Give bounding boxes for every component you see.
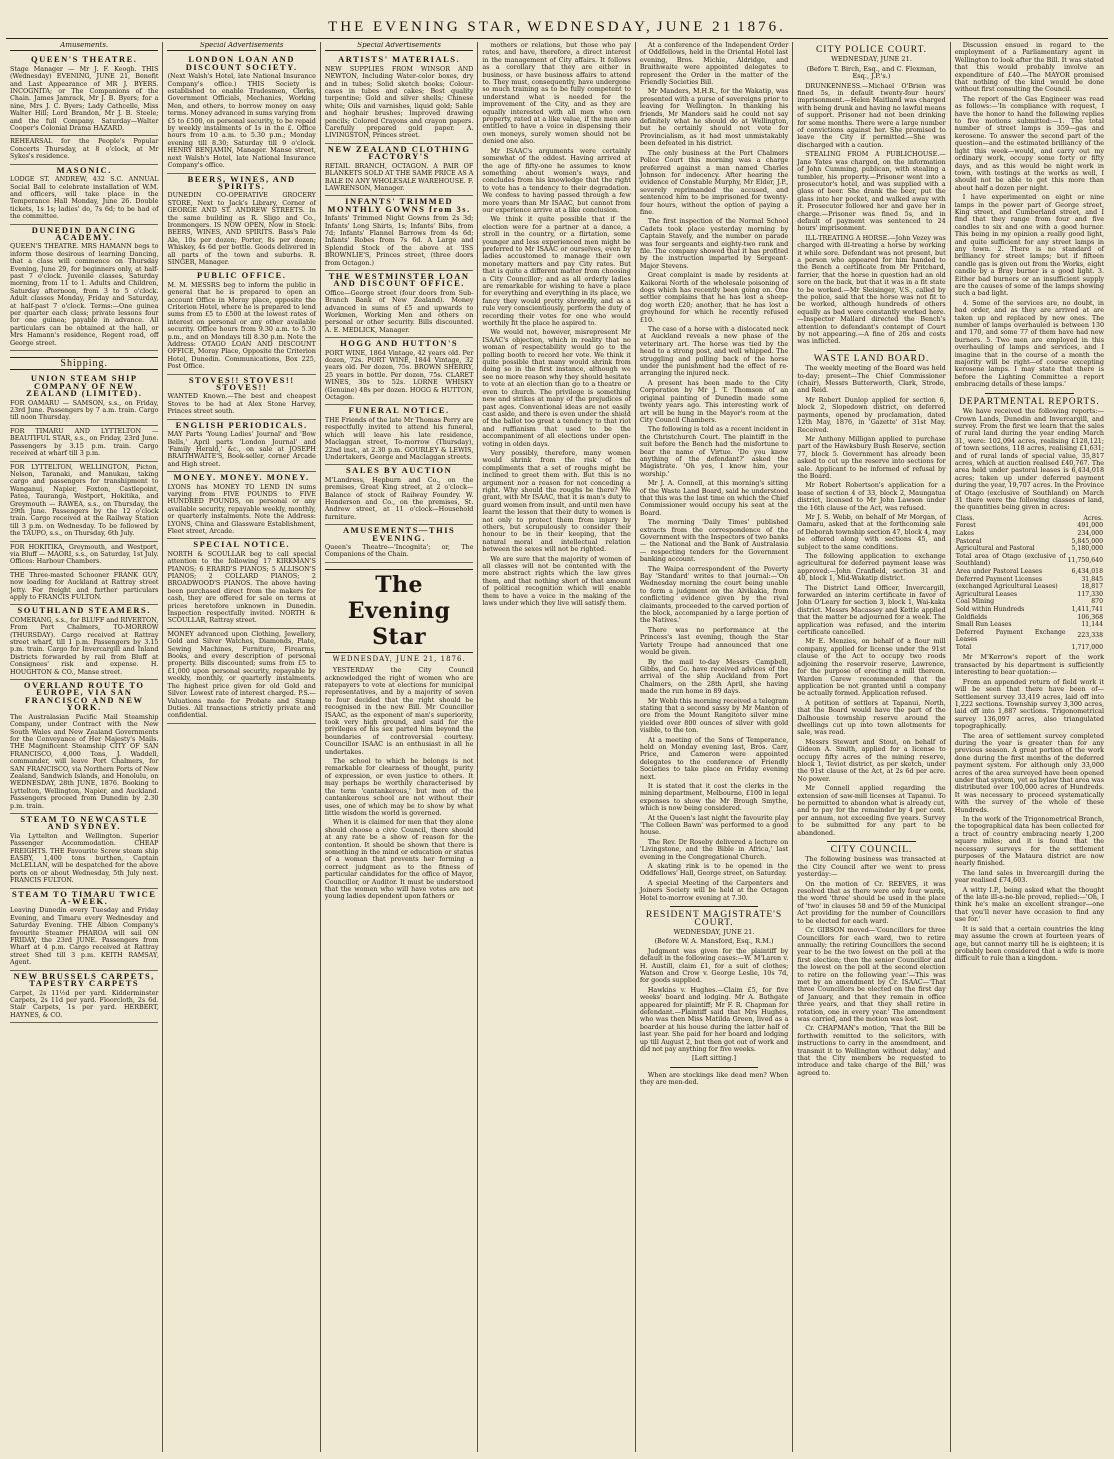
land-table-row — [955, 644, 1104, 652]
land-class: Lakes — [955, 529, 975, 537]
ad-title: THE WESTMINSTER LOAN AND DISCOUNT OFFICE. — [328, 270, 470, 289]
land-class: (exchanged Agricultural Leases) — [955, 583, 1058, 591]
ad-title: NEW BRUSSELS CARPETS, TAPESTRY CARPETS — [13, 970, 155, 989]
ad-body: FOR TIMARU AND LYTTELTON — BEAUTIFUL STAR, s.s., on Friday, 23rd June. Passengers by 3.15 p.m. train. Cargo received at wharf till 3 p.m. — [10, 426, 159, 458]
ad-title: HOGG AND HUTTON'S — [340, 338, 459, 349]
news-item: Great complaint is made by residents at Kaikorai North of the wholesale poisoning of dogs which has recently been going on. One settler complains that he has lost a sheep-dog worth £20; another, that he has lost a greyhound for which he recently refused £10. — [639, 271, 789, 324]
leader-paragraph: YESTERDAY the City Council acknowledged the right of women who are ratepayers to vote at elections for municipal representatives, and by a majority of seven to four decided that the right should be recognised in the new Bill. Mr Councillor ISAAC, as the exponent of man's superiority, took very high ground, and said for the privileges of his sex parted him beyond the boundaries of controversial courtesy. Councillor ISAAC is an enthusiast in all he undertakes. — [324, 666, 474, 756]
leader-paragraph: Very possibly, therefore, many women would shrink from the risk of the compliments that a set of roughs might be inclined to greet them with. But this is no argument nor a reason for not conceding a right. Why should the roughs be there? We grant, with Mr ISAAC, that it is man's duty to guard women from insult, and until men have learnt the lesson that their duty to women is not only to protect them from injury by others, but scrupulously to consider their honour to be in their keeping, that the natural moral and intellectual relation between the sexes will not be righted. — [482, 448, 631, 554]
ad-body: Via Lyttelton and Wellington. Superior Passenger Accommodation. CHEAP FREIGHTS. THE Favourite Screw steam ship EASBY, 1,400 tons burthen, Captain McLELLAN, will be despatched for the above ports on or about Wednesday, 5th July next. FRANCIS FULTON. — [10, 831, 159, 885]
resident-date: WEDNESDAY, JUNE 21. — [673, 927, 755, 936]
waste-paragraphs — [797, 365, 945, 837]
leader-paragraph: The school to which he belongs is not remarkable for clearness of thought, purity of expression, or even justice to others. It may perhaps be worthily characterised by the term 'cantankerous,' but men of the cantankerous school are not without their uses, one of which may be to show by what little wisdom the world is governed. — [324, 757, 474, 817]
column-5 — [636, 42, 793, 1452]
land-class: Area under Pastoral Leases — [955, 567, 1043, 575]
advertisement — [10, 462, 158, 542]
masthead-title: THE EVENING STAR, — [328, 19, 524, 35]
report-paragraph: In the work of the Trigonometrical Branch, the topographical data has been collected for a tract of country embracing nearly 1,200 square miles; and it is found that the necessary surveys for the settlement purposes of the Mataura district are now nearly finished. — [954, 815, 1105, 868]
board-paragraph: Mr J. S. Webb, on behalf of Mr Morgan, of Oamaru, asked that at the forthcoming sale of Deborah township section 47, block 4, may be offered along with sections 45, and subject to the same conditions. — [797, 512, 946, 551]
advertisement — [325, 338, 473, 405]
advertisement — [10, 136, 158, 164]
advertisement — [325, 405, 473, 465]
land-class: Pastoral — [955, 537, 982, 545]
police-paragraphs — [797, 83, 945, 346]
ad-body: THE Three-masted Schooner FRANK GUY, now loading for Auckland at Rattray street Jetty. For freight and further particulars apply to FRANCIS FULTON. — [10, 570, 159, 601]
departmental-intro: We have received the following reports:—Crown Lands, Dunedin and Invercargill, and survey. From the first we learn that the sales of rural land during the year ending March 31, were: 102,094 acres, realising £128,121; of town sections, 118 acres, realising £1,631; and of rural lands of special value, 35,817 acres, which at auction realised £40,767. The area held under pastoral leases is 6,434,018 acres; taken up under deferred payment during the year, 19,707 acres. In the Province of Otago (exclusive of Southland) on March 31 there were the following classes of land, the quantities being given in acres: — [954, 407, 1105, 512]
masthead-date: JUNE 21 — [656, 19, 734, 35]
ad-title: STEAM TO TIMARU TWICE A-WEEK. — [11, 888, 157, 907]
section-head-special-ads-2: Special Advertisements — [325, 42, 473, 51]
news-item: At a meeting of the Sons of Temperance, held on Monday evening last, Bros. Carr, Price, and Cameron were appointed delegates to the conference of Friendly Societies to take place on Friday evening next. — [639, 735, 789, 781]
land-acres: 117,330 — [1077, 590, 1104, 598]
advertisement — [10, 814, 158, 889]
advertisement — [167, 539, 315, 628]
police-before: (Before T. Birch, Esq., and C. Flexman, Esq., J.P.'s.) — [806, 64, 937, 81]
leader-continued — [482, 42, 630, 607]
land-class: Forest — [955, 522, 976, 530]
masthead-year: 1876. — [737, 19, 786, 35]
land-acres: 5,180,000 — [1071, 545, 1104, 553]
report-paragraph: It is said that a certain countries the king may assume the crown at fourteen years of age, but cannot marry till he is eighteen; it is probably been considered that a wife is more difficult to rule than a kingdom. — [954, 924, 1105, 963]
waste-title: WASTE LAND BOARD. — [813, 353, 930, 364]
shipping-ads — [10, 373, 158, 1023]
report-paragraph: The area of settlement survey completed during the year is greater than for any previous season. A great portion of the work done during the first months of the deferred payment system. For although only 33,000 acres of the area surveyed have been opened under that system, yet as bylaw that area was distributed over 100,000 acres of Hundreds. It was necessary to proceed systematically with the survey of the whole of these Hundreds. — [954, 731, 1105, 814]
land-table-row — [955, 629, 1104, 644]
board-paragraph: Mr Connell applied regarding the extension of saw-mill licenses at Tapanui. To be permitted to abandon what is already cut, and to pay for the remainder by 4 per cent. per annum, not exceeding five years. Survey to be submitted for any part to be abandoned. — [797, 784, 946, 837]
news-item: The case of a horse with a dislocated neck at Auckland reveals a new phase of the veterinary art. The horse was tied by the head to a strong post, and well whipped. The struggling and pulling back of the horse under the punishment had the effect of re-arranging the injured neck. — [639, 325, 789, 378]
ad-title: INFANTS' TRIMMED MONTHLY GOWNS from 3s. — [327, 196, 471, 214]
news-item: Mr Manders, M.H.R., for the Wakatip, was presented with a purse of sovereigns prior to leaving for Wellington. In thanking his friends, Mr Manders said he could not say definitely what he should do at Wellington, but he certainly should not vote for Provincialism, as it had most unmistakably been defeated in his district. — [639, 87, 789, 148]
closing-joke: When are stockings like dead men? When they are men-ded. — [639, 1070, 789, 1087]
news-item: The Rev. Dr Roseby delivered a lecture on 'Livingstone, and the Bible in Africa,' last evening in the Congregational Church. — [639, 837, 789, 861]
news-item: Mr J. A. Connell, at this morning's sitting of the Waste Land Board, said he understood that this was the last time on which the Chief Commissioner would occupy his seat at the Board. — [639, 479, 789, 517]
land-class: Deferred Payment Exchange Leases — [955, 628, 1066, 644]
court-paragraph: Hawkins v. Hughes.—Claim £5, for five weeks' board and lodging. Mr A. Bathgate appeared for plaintiff; Mr F. R. Chapman for defendant.—Plaintiff said that Mrs Hughes, who was then Miss Matilda Green, lived as a boarder at his house during the latter half of last year. She paid for her board and lodging up till August 2, but then got out of work and did not pay anything for five weeks. — [639, 985, 789, 1053]
city-police-court — [797, 47, 945, 346]
news-item: It is stated that it cost the clerks in the mining department, Melbourne, £100 in legal expenses to show the Mr Brough Smythe, which is now being considered. — [639, 782, 789, 813]
advertisement — [10, 680, 158, 814]
ad-title: STOVES!! STOVES!! STOVES!! — [188, 374, 295, 393]
council-paragraph: Cr. CHAPMAN's motion, 'That the Bill be forthwith remitted to the solicitors, with instructions to carry in the amendment, and transmit it to Wellington without delay,' and that the City members be requested to introduce and take charge of the Bill,' was agreed to. — [797, 1024, 946, 1077]
leader-paragraph: We are sure that the majority of women of all classes will not be contented with the mere abstract rights which the law gives them, and that nothing short of that amount of political recognition which will enable them to have a voice in the making of the laws under which they live will satisfy them. — [482, 554, 631, 608]
news-item: By the mail to-day Messrs Campbell, Gibbs, and Co. have received advices of the arrival of the ship Auckland from Port Chalmers, on the 28th April, she having made the run home in 89 days. — [639, 657, 789, 696]
ad-title: NEW ZEALAND CLOTHING FACTORY'S — [327, 143, 471, 162]
land-class: Coal Mining — [955, 598, 995, 606]
advertisement — [325, 525, 473, 563]
land-table-row — [955, 545, 1104, 553]
land-table-header — [955, 515, 1104, 523]
advertisement — [325, 196, 473, 271]
ad-body: Queen's Theatre—'Incognita'; or, The Companions of the Chain. — [324, 542, 474, 559]
divider — [827, 350, 915, 351]
ad-body: FOR OAMARU — SAMSON, s.s., on Friday, 23rd June. Passengers by 7 a.m. train. Cargo till noon Thursday. — [10, 398, 159, 422]
ad-body: DUNEDIN CO-OPERATIVE GROCERY STORE, Next to Jack's Library, Corner of GEORGE AND ST. ANDREW STREETS. In the same building as R. Sligo and Co., Ironmongers. IS NOW OPEN, Now in Stock: BEERS, WINES, AND SPIRITS. Bass's Pale Ale, 10s per dozen; Porter, 8s per dozen; Whiskey, 4s 6d per bottle. Goods delivered in all parts of the town and suburbs. R. SINGER, Manager. — [167, 191, 316, 266]
leader-article — [325, 667, 473, 901]
ad-title: SOUTHLAND STEAMERS. — [17, 605, 151, 616]
advertisement — [10, 971, 158, 1023]
leader-paragraph: When it is claimed for men that they alone should choose a civic Council, there should at any rate be a show of reason for the contention. It should be shown that there is something in the mind or education or status of a woman that prevents her forming a correct judgment as to the fitness of particular candidates for the office of Mayor, Councillor, or Auditor. It must be understood that the women who will have votes are not young ladies dependent upon fathers or — [324, 818, 474, 901]
news-item: A special Meeting of the Carpenters and Joiners Society will be held at the Octagon Hotel to-morrow evening at 7.30. — [639, 878, 789, 902]
land-class: Agricultural and Pastoral — [955, 545, 1035, 553]
advertisement — [167, 472, 315, 539]
section-head-amusements: Amusements. — [10, 42, 158, 51]
column-6 — [793, 42, 950, 1452]
board-paragraph: A petition of settlers at Tapanui, North, that the Board would have the part of the Dalhousie township reserve around the dwellings cut up into town allotments for sale, was read. — [797, 698, 946, 737]
news-item: The following is told as a recent incident in the Christchurch Court. The plaintiff in the suit before the Bench had the misfortune to bear the name of Virtue. 'Do you know anything of the defendant?' asked the Magistrate. 'Oh yes, I know him, your worship.' — [639, 425, 789, 478]
column-7 — [951, 42, 1108, 1452]
land-class: Sold within Hundreds — [955, 605, 1025, 613]
report-paragraph: A witty I.P., being asked what the thought of the late ill-a-ne-ble proved, replied:—'Oh, I think he's make an excellent stranger—one that you'll never have occasion to find any use for.' — [954, 885, 1105, 924]
council-paragraph: Discussion ensued in regard to the employment of a Parliamentary agent in Wellington to look after the Bill. It was stated that this would probably involve an expenditure of £40.—The MAYOR promised that nothing of the kind would be done without first consulting the Council. — [954, 42, 1105, 94]
ad-title: MONEY. MONEY. MONEY. — [173, 472, 310, 483]
land-acres: 223,338 — [1077, 632, 1104, 640]
section-head-shipping: Shipping. — [10, 357, 158, 370]
land-table-row — [955, 591, 1104, 599]
board-paragraph: Mr E. Menzies, on behalf of a flour mill company, applied for license under the 91st clause of the Act to occupy two roods adjoining the reservoir reserve, Lawrence, for the purpose of erecting a mill thereon. Warden Carew recommended that the application be not granted until a company be actually formed. Application refused. — [797, 637, 946, 698]
departmental-reports — [954, 396, 1105, 963]
board-paragraph: The weekly meeting of the Board was held to-day; present—The Chief Commissioner (chair), Messrs Butterworth, Clark, Strode, and Reid. — [797, 364, 946, 395]
ad-body: QUEEN'S THEATRE. MRS HAMANN begs to inform those desirous of learning Dancing, that a class will commence on Thursday Evening, June 29, for beginners only, at half-past 7 o'clock. Juvenile classes, Saturday morning, from 11 to 1. Adults and Children, Saturday afternoon, from 3 to 5 o'clock. Adult classes Monday, Friday and Saturday, at half-past 7 o'clock. Terms:—One guinea per quarter each class; private lessons four for one guinea; payable in advance. All particulars can be obtained at the hall, or Mrs Hamann's residence, Regent road, off George street. — [10, 242, 159, 347]
news-item: The morning 'Daily Times' published extracts from the correspondence of the Government with the Inspectors of two banks — the National and the Bank of Australasia — respecting tenders for the Government banking account. — [639, 518, 789, 564]
land-acres: 5,845,000 — [1071, 537, 1104, 545]
land-acres: 234,000 — [1077, 529, 1104, 537]
land-table-row — [955, 583, 1104, 591]
news-item: The first inspection of the Normal School Cadets took place yesterday morning by Captain Stavely, and the number on parade was four sergeants and eighty-two rank and file. The company showed that it has profited by the instruction imparted by Sergeant-Major Stevens. — [639, 217, 789, 270]
council-paragraphs — [797, 856, 945, 1077]
news-item: The only business at the Port Chalmers Police Court this morning was a charge preferred against a man named Charles Johnson for indecency. After hearing the evidence of Constable Murphy, Mr Elder, J.P., severely reprimanded the accused, and sentenced him to be imprisoned for twenty-four hours, without the option of paying a fine. — [639, 148, 789, 216]
police-date: WEDNESDAY, JUNE 21. — [831, 55, 912, 64]
advertisement — [10, 570, 158, 606]
leader-paragraph: We would not, however, misrepresent Mr ISAAC's objection, which in reality that no woman of respectability would go to the polling booth to record her vote. We think it quite possible that many would shrink from doing so in the first instance, although we see no more reason why they should hesitate to vote at an election than go to a theatre or even to church. The privilege is something new and strikes at many of the prejudices of past ages. Conventional ideas are not easily cast aside, and there is even under the shield of the ballot too great a tendency to that riot and ruffianism that used to be the accompaniment of all elections under open-voting in olden days. — [482, 328, 631, 448]
ad-body: Stage Manager — Mr J. F. Keogh. THIS (Wednesday) EVENING, JUNE 21, Benefit and Last Appearance of MR J. BYERS. INCOGNITA; or The Companions of the Chain. James Jamrack, Mr J. B. Byers; for a nine, Mrs J. C. Byers; Lady Cathcelle, Miss Walter Hill; Lord Brandon, Mr J. B. Steele; and the full Company. Saturday—Walter Cooper's Colonial Drama HAZARD. — [10, 64, 159, 133]
advertisement — [167, 375, 315, 420]
ad-body: FOR HOKITIKA, Greymouth, and Westport, via Bluff — MAORI, s.s., on Saturday, 1st July. Offices: Harbour Chambers. — [10, 542, 159, 566]
ad-title: PUBLIC OFFICE. — [196, 270, 287, 281]
paper-dateline: WEDNESDAY, JUNE 21, 1876. — [332, 654, 466, 663]
ad-body: WANTED Known.—The best and cheapest Stoves to be had at Alex Stone Harvey, Princes street south. — [167, 392, 316, 416]
land-table-row — [955, 553, 1104, 568]
advertisement — [10, 165, 158, 225]
land-acres: 18,817 — [1081, 583, 1104, 591]
ad-title: STEAM TO NEWCASTLE AND SYDNEY. — [20, 813, 149, 832]
column-3 — [321, 42, 478, 1452]
board-paragraph: Mr Robert Dunlop applied for section 6, block 2, Slopedown district, on deferred payments, opened by proclamation, dated 12th May, 1876, in 'Gazette' of 31st May. Received. — [797, 395, 946, 434]
court-paragraph: STEALING FROM A PUBLICHOUSE.—Jane Yates was charged, on the information of John Cumming, publican, with stealing a tumbler, his property.—Prisoner went into a prosecutor's hotel, and was supplied with a glass of beer. She drank the beer, put the glass into her pocket, and walked away with it. Prosecutor followed her and gave her in charge.—Prisoner was fined 5s, and in default of payment was sentenced to 24 hours' imprisonment. — [797, 150, 946, 233]
header-acres: Acres. — [1083, 514, 1104, 522]
land-table-row — [955, 522, 1104, 530]
ad-title: DUNEDIN DANCING ACADEMY. — [31, 224, 137, 242]
news-item: At a conference of the Independent Order of Oddfellows, held in the Oriental Hotel last evening, Bros. Michie, Aldridge, and Braithwaite were appointed delegates to represent the Order in the matter of the Friendly Societies Bill. — [639, 42, 789, 87]
land-acres: 491,000 — [1077, 522, 1104, 530]
ad-body: REHEARSAL for the People's Popular Concerts Thursday, at 8 o'clock, at Mr Sykes's residence. — [10, 137, 159, 161]
resident-title: RESIDENT MAGISTRATE'S COURT. — [645, 910, 783, 928]
section-head-special-ads: Special Advertisements — [167, 42, 315, 51]
land-table-row — [955, 621, 1104, 629]
ad-body: M. M. MESSRS beg to inform the public in general that he is prepared to open an account Office in Moray place, opposite the Criterion Hotel, where he is prepared to lend sums from £5 to £500 at the lowest rates of interest on personal or any other available security. Office hours from 9.30 a.m. to 5.30 p.m., and on Mondays till 8.30 p.m. Note the Address: OTAGO LOAN AND DISCOUNT OFFICE, Moray Place, Opposite the Criterion Hotel, Dunedin. Communications, Box 225, Post Office. — [167, 280, 316, 371]
paper-title: The Evening Star — [325, 569, 473, 653]
land-table-row — [955, 538, 1104, 546]
ad-title: BEERS, WINES, AND SPIRITS. — [187, 173, 296, 191]
land-acres: 11,144 — [1081, 621, 1104, 629]
news-paragraphs — [640, 42, 788, 902]
council-paragraph: Cr. GIBSON moved—'Councillors for three Councillors for each ward, two to retire annually; the retiring Councillors the second year to be the two lowest on the poll at the first election; then the senior Councillor and the lowest on the poll at the second election to retire on the following year.'—This was met by an amendment by Cr. ISAAC—'That three Councillors be elected on the first day of January, and that they remain in office three years, and that they shall retire in rotation, one in every year.' The amendment was carried, and the motion was lost. — [797, 926, 946, 1023]
waste-land-board — [797, 353, 946, 837]
land-class: Total — [955, 643, 972, 651]
ad-title: AMUSEMENTS—THIS EVENING. — [343, 525, 456, 543]
land-table-row — [955, 530, 1104, 538]
column-4 — [478, 42, 635, 1452]
divider — [670, 906, 758, 907]
land-acres: 11,750,640 — [1067, 556, 1104, 564]
resident-footer: [Left sitting.] — [692, 1054, 737, 1063]
ad-body: NEW SUPPLIES FROM WINSOR AND NEWTON, Including Water-color boxes, dry and in tubes; Solid sketch books; Colour-cases in tubes and cakes; Best quality turpentine; Gold and silver shells; Chinese white; Oils and varnishes, liquid gold; Sable and hoghair brushes; Improved drawing pencils; Colored Crayons and crayon papers. Carefully prepared gold paper. A. LIVINGSTON, Princes street. — [324, 64, 474, 140]
land-table — [955, 515, 1104, 652]
board-paragraph: The following application to exchange agricultural for deferred payment lease was approved:—John Cranfield, section 31 and 40, block 1, Mid-Wakatip district. — [797, 552, 946, 583]
board-paragraph: Messrs Stewart and Stout, on behalf of Gideon A. Smith, applied for a license to occupy fifty acres of the mining reserve, block 1, Teviot district, as per sketch, under the 91st clause of the Act, at 2s 6d per acre. No power. — [797, 737, 946, 783]
column-2 — [163, 42, 320, 1452]
council-paragraph: 4. Some of the services are, no doubt, in bad order, and as they are arrived at are taken up and replaced by new ones. The number of lamps overhauled is between 130 and 170, and some 77 of them have had new burners. 5. Two men are employed in this overhauling of lamps and services, and I imagine that in the course of a month the majority will be right—of course excepting kerosene lamps. I may state that there is before the Lighting Committee a report embracing details of these lamps.' — [954, 298, 1105, 389]
land-class: Total area of Otago (exclusive of Southland) — [955, 552, 1066, 568]
masthead-weekday: WEDNESDAY, — [527, 19, 653, 35]
court-paragraph: DRUNKENNESS.—Michael O'Brien was fined 5s, in default twenty-four hours' imprisonment.—Helen Maitland was charged with being drunk and having no lawful means of support. Prisoner had not been drinking for some months. There were a large number of convictions against her. She promised to leave the City if permitted.—She was discharged with a caution. — [797, 81, 946, 149]
land-acres: 31,845 — [1081, 575, 1104, 583]
ad-body: MAY Parts 'Young Ladies' Journal' and 'Bow Bells,' April parts 'London Journal' and 'Family Herald,' &c., on sale at JOSEPH BRAITHWAITE'S, Book-seller, corner Arcade and High street. — [167, 430, 316, 468]
land-acres: 6,434,018 — [1071, 567, 1104, 575]
land-acres: 1,411,741 — [1071, 605, 1104, 613]
land-acres: 106,368 — [1077, 613, 1104, 621]
city-council — [797, 847, 945, 1077]
ad-body: Office—George street (four doors from Sub-Branch Bank of New Zealand). Money advanced in sums of £5 and upwards to Workmen, Working Men and others on personal or other security. Bills discounted. A. E. MEDLICK, Manager. — [324, 288, 474, 334]
advertisement — [325, 144, 473, 196]
ad-title: OVERLAND ROUTE TO EUROPE, VIA SAN FRANCISCO AND NEW YORK. — [23, 680, 145, 713]
ad-body: PORT WINE, 1864 Vintage, 42 years old. Per dozen, 72s. PORT WINE, 1844 Vintage, 32 years old. Per dozen, 75s. BROWN SHERRY, 25 years in bottle. Per dozen, 75s. CLARET WINES, 30s to 52s. LORNE WHISKY (Genuine) 48s per dozen. HOGG & HUTTON, Octagon. — [324, 348, 474, 402]
ad-title: SALES BY AUCTION — [345, 465, 453, 476]
land-acres: 1,717,000 — [1071, 643, 1104, 651]
ad-body: THE Friends of the late Mr Thomas Perry are respectfully invited to attend his funeral, which will leave his late residence, Maclaggan street, To-morrow (Thursday), 22nd inst., at 2.30 p.m. GOURLEY & LEWIS, Undertakers, George and Maclaggan streets. — [324, 415, 474, 461]
ad-body: M'Landress, Hepburn and Co., on the premises, Great King street, at 2 o'clock—Balance of stock of Railway Foundry. W. Henderson and Co., on the premises, St. Andrew street, at 11 o'clock—Household furniture. — [324, 475, 474, 521]
ad-title: MASONIC. — [56, 164, 112, 175]
land-table-row — [955, 614, 1104, 622]
council-paragraph: The following business was transacted at the City Council after we went to press yesterday:— — [797, 855, 946, 879]
report-paragraph: From an appended return of field work it will be seen that there have been of—Settlement survey 33,419 acres, laid off into 1,222 sections. Township survey 3,300 acres, laid off into 1,887 sections. Trigonometrical survey 136,097 acres, also triangulated topographically. — [954, 677, 1105, 731]
advertisement — [10, 225, 158, 352]
advertisement — [10, 426, 158, 462]
masthead — [6, 6, 1108, 39]
resident-paragraphs — [640, 948, 788, 1054]
ad-body: The Australasian Pacific Mail Steamship Company, under Contract with the New South Wales and New Zealand Governments for the Conveyance of Her Majesty's Mails. THE Magnificent Steamship CITY OF SAN FRANCISCO, 4,000 Tons, J. Waddell, commander, will leave Port Chalmers, for SAN FRANCISCO, via Northern Ports of New Zealand, Sandwich Islands, and Honolulu, on WEDNESDAY, 28th JUNE, 1876. Booking to Lyttelton, Wellington, Napier, and Auckland. Passengers proceed from Dunedin by 2.30 p.m. train. — [10, 712, 159, 810]
ad-title: ENGLISH PERIODICALS. — [175, 419, 308, 430]
header-class: Class. — [955, 514, 975, 522]
advertisement — [167, 420, 315, 472]
ad-body: NORTH & SCOULLAR beg to call special attention to the following 17 KIRKMAN'S PIANOS; 6 ERARD'S PIANOS; 5 ALLISON'S PIANOS; 2 COLLARD PIANOS; 2 BROADWOOD'S PIANOS. The above having been purchased direct from the makers for cash, they are offered for sale on terms at prices heretofore unknown in Dunedin. Inspection respectfully invited. NORTH & SCOULLAR, Rattray street. — [167, 549, 316, 625]
resident-magistrate-court — [640, 912, 788, 1087]
news-item: At the Queen's last night the favourite play 'The Colleen Bawn' was performed to a good house. — [639, 813, 789, 837]
land-class: Deferred Payment Licenses — [955, 575, 1043, 583]
news-item: The Waipa correspondent of the Poverty Bay 'Standard' writes to that journal:—'On Wednesday morning the court being unable to form a judgment on the Alvikakia, from conflicting evidence given by the rival claimants, proceeded to the carved portion of the block, accompanied by a large portion of the Natives.' — [639, 564, 789, 625]
special-ads — [167, 54, 315, 723]
board-paragraph: Mr Anthony Milligan applied to purchase part of the Hawksbury Bush Reserve, section 77, block 5. Government has already been asked to cut up the reserve into sections for sale. Applicant to be informed of refusal by the Board. — [797, 434, 946, 480]
ad-body: (Next Walsh's Hotel, late National Insurance Company's office.) THIS Society is established to enable Tradesmen, Clerks, Government Officials, Mechanics, Working Men, and others, to borrow money on easy terms. Money advanced in sums varying from £5 to £500, on personal security, to be repaid by weekly instalments of 1s in the £. Office hours from 10 a.m. to 5.30 p.m.; Monday evening till 8.30; Saturday till 9 o'clock. HENRY BENJAMIN, Manager. Manse street, next Walsh's Hotel, late National Insurance Company's office. — [167, 72, 316, 170]
board-paragraph: Mr Robert Robertson's application for a lease of section 4 of 33, block 2, Maungatua district, licensed to Mr John Lawson under the 16th clause of the Act, was refused. — [797, 481, 946, 512]
news-item: A present has been made to the City Corporation by Mr J. T. Thomson of an original painting of Dunedin made some twenty years ago. This interesting work of art will be hung in the Mayor's room at the City Council Chambers. — [639, 378, 789, 424]
departmental-title: DEPARTMENTAL REPORTS. — [958, 396, 1100, 407]
ad-title: LONDON LOAN AND DISCOUNT SOCIETY. — [185, 54, 298, 72]
council-continued — [955, 42, 1104, 389]
ad-body: MONEY advanced upon Clothing, Jewellery, Gold and Silver Watches, Diamonds, Plate, Sewing Machines, Furniture, Firearms, Books, and every description of personal property. Bills discounted; sums from £5 to £1,000 upon personal security, repayable by weekly, monthly, or quarterly instalments. The highest price given for old Gold and Silver. Lowest rate of interest charged. P.S.—Valuations made for Probate and Stamp Duties. All transactions strictly private and confidential. — [167, 629, 316, 720]
ad-body: Leaving Dunedin every Tuesday and Friday Evening, and Timaru every Wednesday and Saturday Evening. THE Albion Company's favourite Steamer PHAROA will sail ON FRIDAY, the 23rd JUNE. Passengers from Wharf at 4 p.m. Cargo received at Rattray street Shed till 3 p.m. KEITH RAMSAY, Agent. — [10, 906, 159, 967]
report-paragraph: The land sales in Invercargill during the year realised £74,603. — [954, 868, 1105, 885]
ad-body: LYONS has MONEY TO LEND IN sums varying from FIVE POUNDS to FIVE HUNDRED POUNDS, on personal or any available security, repayable weekly, monthly, or quarterly instalments. Note the Address: LYONS, China and Glassware Establishment, Fleet street, Arcade. — [167, 482, 316, 535]
court-paragraph: ILL-TREATING A HORSE.—John Vezey was charged with ill-treating a horse by working it while sore. Defendant was not present, but a person who appeared for him handed to the Bench a certificate from Mr Pritchard, farrier, that the horse in question had an old sore on the back, but that it was in a fit state to be worked.—Mr Sleisinger, V.S., called by the police, said that the horse was not fit to be worked, although hundreds of others equally as bad were constantly worked here.—Inspector Mallard directed the Bench's attention to defendant's contempt of Court by not appearing.—A fine of 20s and costs was inflicted. — [797, 233, 946, 346]
ad-body: RETAIL BRANCH, OCTAGON. A PAIR OF BLANKETS SOLD AT THE SAME PRICE AS A BALE IN ANY WHOLESALE WAREHOUSE. F. LAWRENSON, Manager. — [324, 161, 474, 192]
advertisement — [167, 629, 315, 724]
ad-title: ARTISTS' MATERIALS. — [338, 54, 461, 65]
court-paragraph: Judgment was given for the plaintiff by default in the following cases:—W. M'Laren v. H. Austill, claim £1, for a suit of clothes; Watson and Crow v. George Leslie, 10s 7d, for goods supplied. — [639, 946, 789, 985]
advertisement — [167, 54, 315, 173]
leader-paragraph: Mr ISAAC's arguments were certainly somewhat of the oddest. Having arrived at the age of fifty-one he assumes to know something about women's ways, and concludes from his knowledge that the right to vote has a tendency to their degradation. We confess to having passed through a few more years than Mr ISAAC, but cannot from our experience arrive at a like conclusion. — [482, 146, 631, 214]
advertisement — [10, 605, 158, 680]
advertisement — [10, 54, 158, 136]
council-title: CITY COUNCIL. — [830, 845, 913, 856]
divider — [670, 1067, 758, 1068]
land-class: Goldfields — [955, 613, 988, 621]
board-paragraph: The District Land Officer, Invercargill, forwarded an interim certificate in favor of John O'Leary for section 3, block 1, Wai-kaka district. Messrs Macassey and Kettle applied that the matter be adjourned for a week. The application was refused, and the interim certificate cancelled. — [797, 583, 946, 637]
council-paragraph: On the motion of Cr. REEVES, it was resolved that as there were only four wards, the word 'three' should be used in the place of 'two' in clauses 58 and 59 of the Municipal Act providing for the number of Councillors to be elected for each ward. — [797, 879, 946, 925]
ad-title: FUNERAL NOTICE. — [348, 405, 450, 416]
land-class: Small Run Leases — [955, 621, 1012, 629]
ad-title: SPECIAL NOTICE. — [193, 539, 291, 550]
advertisement — [325, 465, 473, 525]
police-title: CITY POLICE COURT. — [815, 45, 928, 55]
departmental-paragraphs — [955, 654, 1104, 962]
council-paragraph: I have experimented on eight or nine lamps in the power part of George street, King street, and Cumberland street, and I find that they range from four and five candles to six and one with a good burner. This being in my opinion a really good light, and quite sufficient for any street lamps in any town. 2. There is no standard of brilliancy for street lamps; but if fifteen candle gas is given out from the Works, eight candle by a Bray burner is a good light. 3. Either bad burners or an insufficient supply are the causes of some of the lamps showing such a bad light. — [954, 193, 1105, 298]
ad-body: Infants' Trimmed Night Gowns from 2s 3d; Infants' Long Shirts, 1s; Infants' Bibs, from 7d; Infants' Flannel Barrows from 4s 6d; Infants' Robes from 7s 6d. A Large and Splendid Stock of the above at 'ISS BROWNLIE'S, Princes street, (three doors from Octagon.) — [324, 214, 474, 267]
advertisement — [325, 54, 473, 143]
land-table-row — [955, 606, 1104, 614]
advertisement — [10, 889, 158, 971]
council-paragraph: The report of the Gas Engineer was read as follows:—'In compliance with request, I have the honor to hand the following replies to five motions submitted:—1. The total number of street lamps is 359—gas and kerosene. To answer the second part of the question—and the estimated brilliancy of the light this week—would, and carry out my ordinary work, occupy some forty or fifty days, and as this would be night work in town, with testings at the works as well, I should not be able to get this more than about half a dozen per night. — [954, 94, 1105, 192]
ad-body: COMERANG, s.s., for BLUFF and RIVERTON, From Port Chalmers, TO-MORROW (THURSDAY). Cargo received at Rattray street wharf, till 1 p.m. Passengers by 3.15 p.m. train. Cargo for Invercargill and Inland Districts forwarded by rail from Bluff at Consignees' risk and expense. H. HOUGHTON & CO., Manse street. — [10, 615, 159, 676]
land-table-row — [955, 576, 1104, 584]
divider — [985, 393, 1074, 394]
ad-body: Carpet, 2s 11½d per yard. Kidderminster Carpets, 2s 11d per yard. Floorcloth, 2s 6d. Stair Carpets, 1s per yard. HERBERT, HAYNES, & CO. — [10, 988, 159, 1019]
ad-title: QUEEN'S THEATRE. — [31, 54, 138, 65]
advertisement — [10, 542, 158, 570]
news-item: Mr Webb this morning received a telegram stating that a second sassy by Mr Manton of ore from the Mount Rangitoto silver mine yielded over 800 ounces of silver with gold visible, to the ton. — [639, 696, 789, 735]
amusement-ads — [10, 54, 158, 351]
advertisement — [167, 270, 315, 374]
land-acres: 870 — [1091, 598, 1104, 606]
ad-body: LODGE ST. ANDREW, 432 S.C. ANNUAL Social Ball to celebrate installation of W.M. and officers, will take place in the Temperance Hall Monday, June 26. Double tickets, 1s 1s; ladies' do, 7s 6d; to be had of the committee. — [10, 175, 159, 221]
ad-body: FOR LYTTELTON, WELLINGTON, Picton, Nelson, Taranaki, and Manukau, taking cargo and passengers for transhipment to Wanganui, Napier, Foxton, Castlepoint, Patea, Tauranga, Westport, Hokitika, and Greymouth — RAWEA, s.s., on Thursday, the 29th June. Passengers by the 12 o'clock train. Cargo received at the Railway Station till 3 p.m. on Wednesday. To be followed by the TAUPO, s.s., on Thursday, 6th July. — [10, 462, 159, 538]
columns — [6, 42, 1108, 1452]
news-item: There was no performance at the Princess's last evening, though the Star Variety Troupe had announced that one would be given. — [639, 625, 789, 657]
advertisement — [325, 271, 473, 338]
ad-title: UNION STEAM SHIP COMPANY OF NEW ZEALAND (LIMITED). — [26, 373, 143, 399]
news-item: A skating rink is to be opened in the Oddfellows' Hall, George street, on Saturday. — [639, 862, 789, 878]
advertisement — [10, 373, 158, 425]
land-table-row — [955, 568, 1104, 576]
leader-paragraph: mothers or relations, but those who pay rates, and have, therefore, a direct interest in the management of City affairs. It follows as a corollary that they are either in business, or have business affairs to attend to. They must, consequently, have undergone so much training as to be fully competent to understand what is needed for the improvement of the City, and as they are equally interested with all men who own property, rated at a like value, if the men are entitled to have a voice in dispensing their own moneys, surely women should not be denied one also. — [482, 42, 631, 146]
special-ads-2 — [325, 54, 473, 562]
paper-title-block — [325, 569, 473, 663]
land-table-row — [955, 598, 1104, 606]
leader-paragraph: We think it quite possible that if the election were for a partner at a dance, a stroll in the country, or a flirtation, some younger and less experienced men might be preferred to Mr ISAAC or ourselves, even by ladies accustomed to manage their own monetary matters and pay City rates. But that is quite a different matter from choosing a City Councillor; and as all orderly ladies are remarkable for wishing to have a place for everything and everything in its place, we fancy they would pretty shrewdly, and as a rule very conscientiously, perform the duty of recording their votes for one who would worthily fit the place he aspired to. — [482, 215, 631, 328]
column-1 — [6, 42, 163, 1452]
report-paragraph: Mr M'Kerrow's report of the work transacted by his department is sufficiently interesting to bear quotation:— — [954, 653, 1105, 677]
land-class: Agricultural Leases — [955, 590, 1018, 598]
resident-before: (Before W. A. Mansford, Esq., R.M.) — [654, 937, 774, 946]
advertisement — [167, 174, 315, 271]
divider — [827, 841, 915, 842]
